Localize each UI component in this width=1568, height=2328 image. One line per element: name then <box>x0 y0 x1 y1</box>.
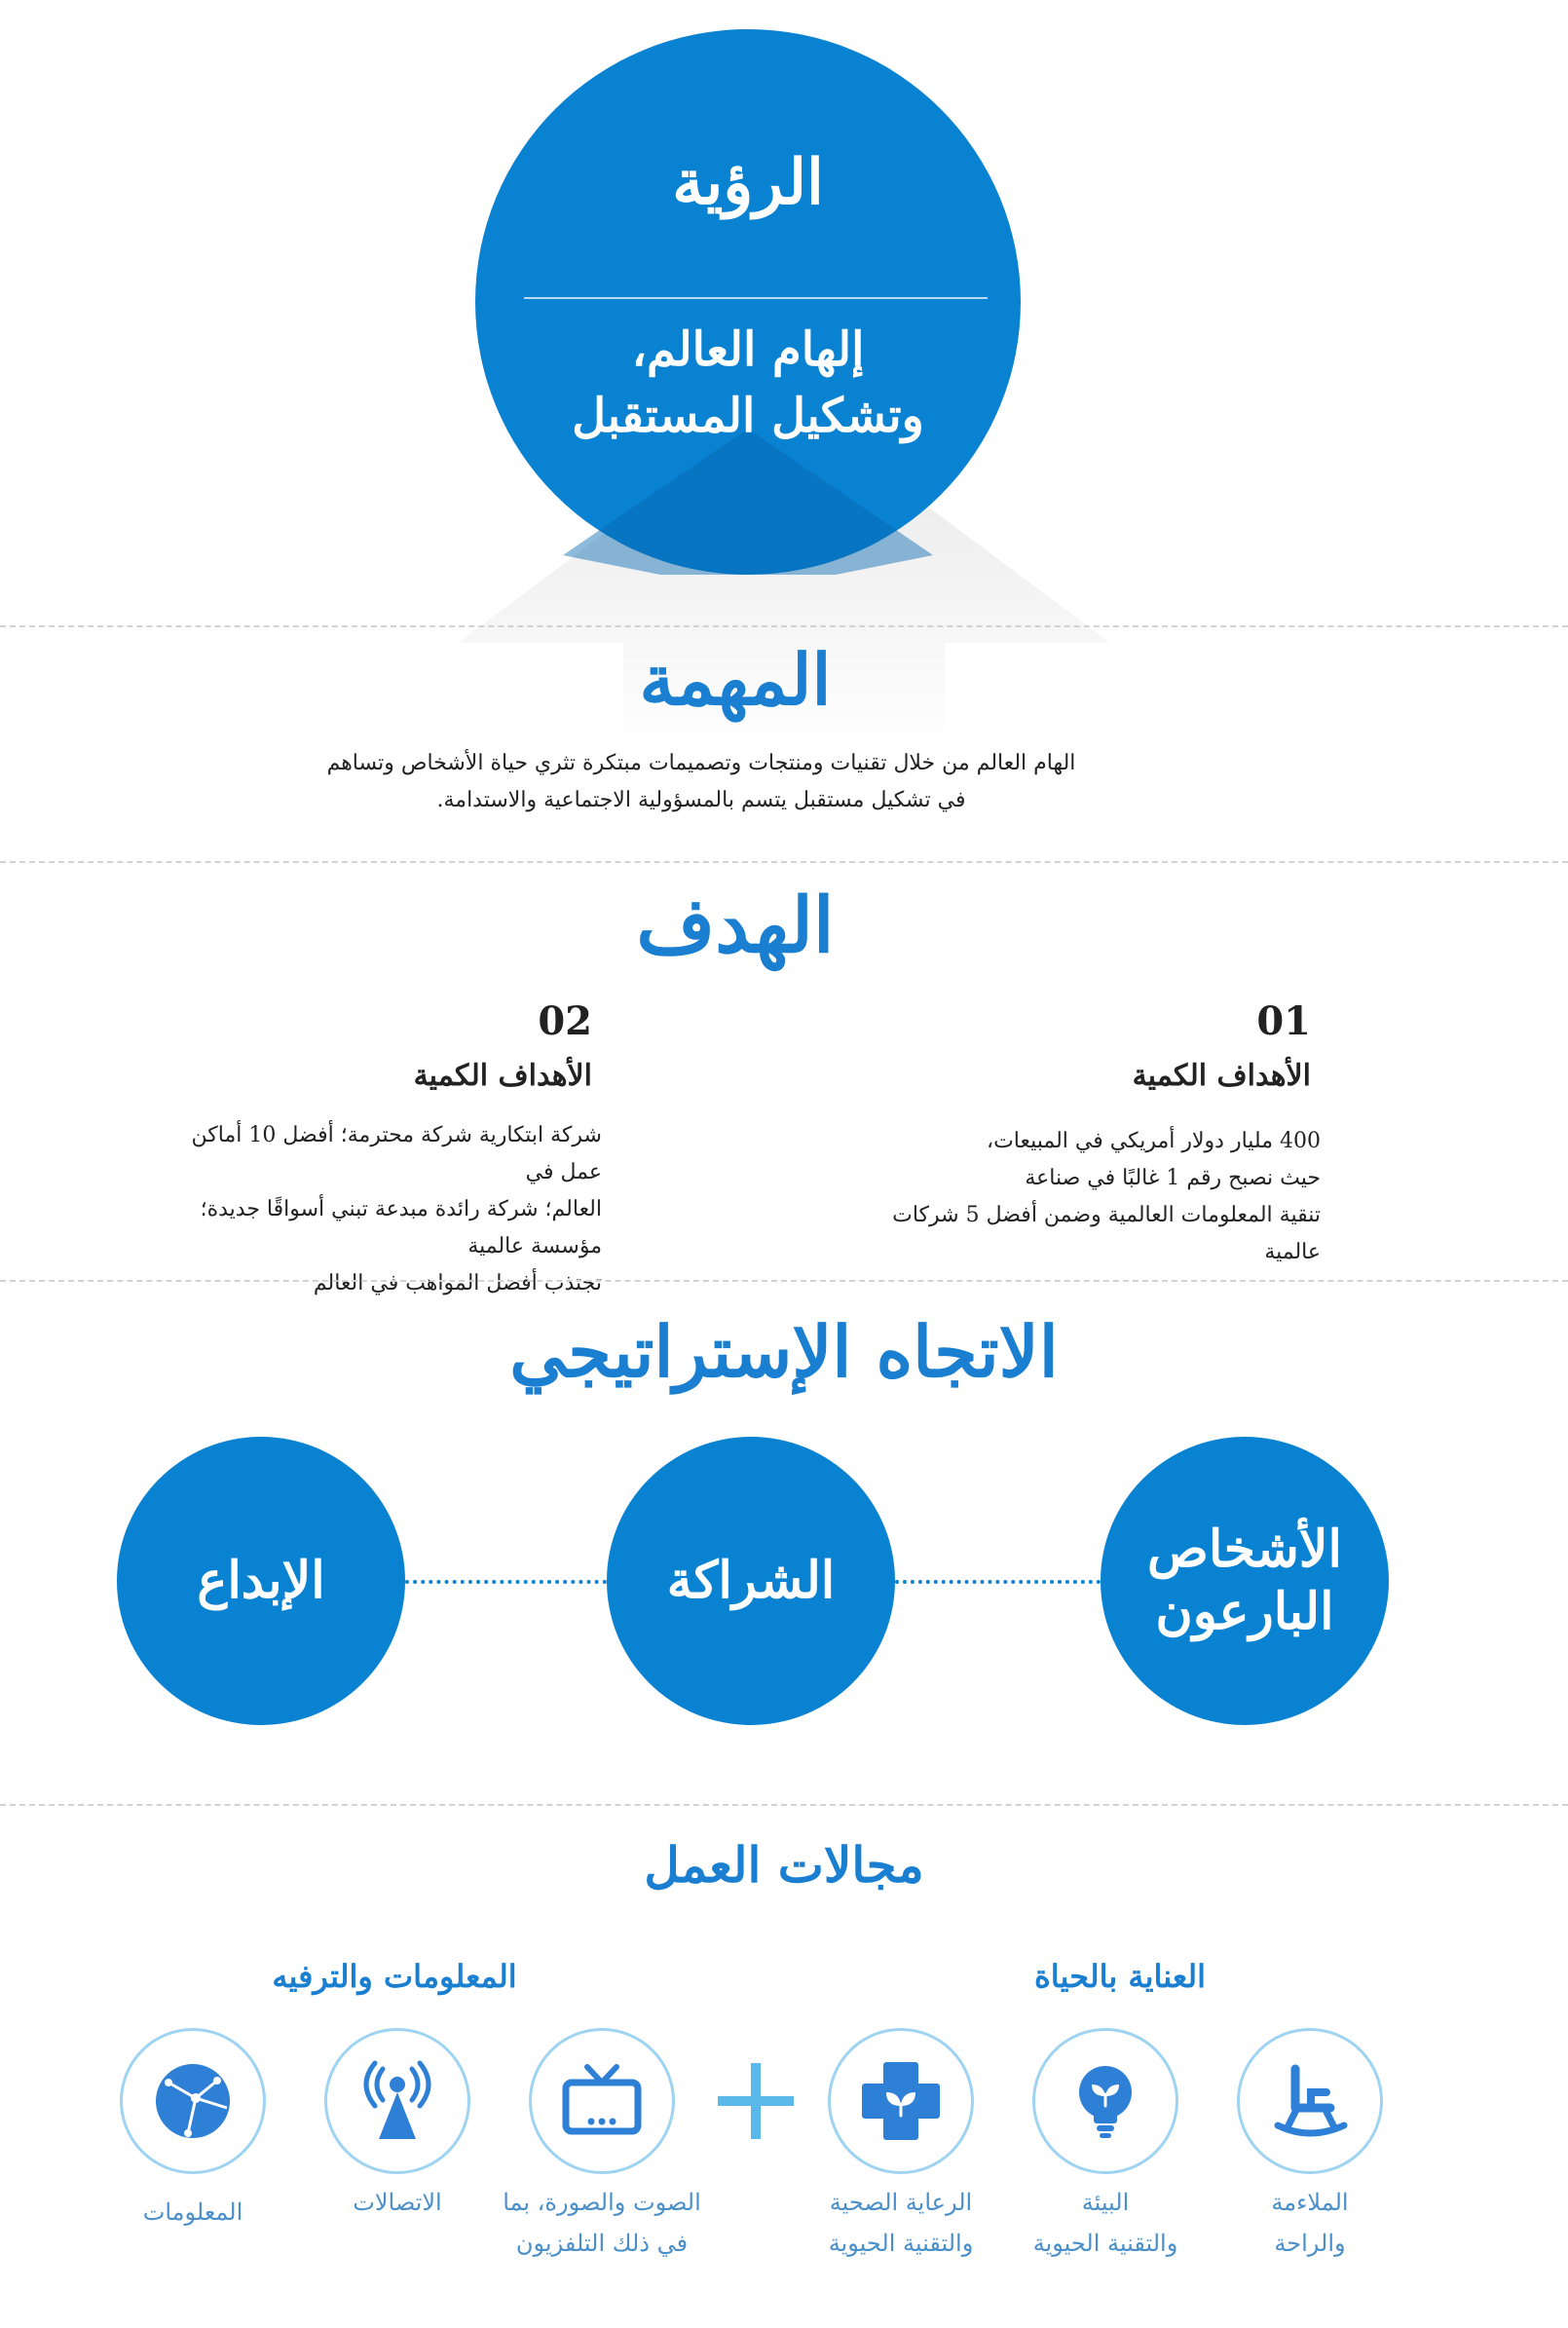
field-label <box>86 2192 300 2233</box>
strategy-label: الأشخاص <box>1147 1520 1342 1579</box>
plus-icon <box>718 2063 794 2139</box>
goal-line: شركة ابتكارية شركة محترمة؛ أفضل 10 أماكن عمل في <box>191 1123 602 1184</box>
strategy-label: الشراكة <box>666 1551 836 1610</box>
strategy-label: الإبداع <box>197 1551 325 1610</box>
lightbulb-leaf-icon <box>1062 2057 1149 2145</box>
mission-statement <box>321 745 1081 819</box>
antenna-icon <box>354 2057 441 2145</box>
field-label-line: والراحة <box>1274 2230 1346 2257</box>
strategy-title: الاتجاه الإستراتيجي <box>509 1310 1059 1393</box>
vision-arrow-overlay <box>475 29 1021 575</box>
field-item-healthcare <box>828 2028 974 2174</box>
field-label <box>1203 2182 1417 2264</box>
vision-divider-line <box>524 297 988 299</box>
field-item-environment <box>1032 2028 1178 2174</box>
mission-line-1: الهام العالم من خلال تقنيات ومنتجات وتصميمات مبتكرة تثري حياة الأشخاص وتساهم <box>326 751 1076 775</box>
medical-cross-leaf-icon <box>857 2057 945 2145</box>
section-divider <box>0 1804 1568 1806</box>
goal-title: الهدف <box>636 882 835 970</box>
field-label-line: الملاءمة <box>1271 2189 1349 2216</box>
section-divider <box>0 861 1568 863</box>
television-icon <box>558 2057 646 2145</box>
mission-title: المهمة <box>639 638 832 721</box>
field-label-line: الصوت والصورة، بما <box>503 2189 701 2216</box>
group-title-life-care: العناية بالحياة <box>1034 1958 1206 1995</box>
vision-line-2: وتشكيل المستقبل <box>572 389 924 443</box>
field-label <box>290 2182 504 2223</box>
mission-line-2: في تشكيل مستقبل يتسم بالمسؤولية الاجتماعية والاستدامة. <box>436 788 966 812</box>
fields-title: مجالات العمل <box>644 1836 924 1894</box>
goal-description <box>843 1123 1321 1271</box>
globe-network-icon <box>149 2057 237 2145</box>
goal-line: العالم؛ شركة رائدة مبدعة تبني أسواقًا جديدة؛ مؤسسة عالمية <box>200 1197 602 1258</box>
connector-dotted-line <box>405 1580 607 1584</box>
goal-line: تجتذب أفضل المواهب في العالم <box>313 1271 602 1295</box>
vision-line-1: إلهام العالم، <box>631 322 865 377</box>
field-item-audio-video <box>529 2028 675 2174</box>
field-label-line: البيئة <box>1081 2189 1130 2216</box>
field-item-telecom <box>324 2028 470 2174</box>
section-divider <box>0 1280 1568 1282</box>
vision-title: الرؤية <box>672 146 824 219</box>
field-label-line: الاتصالات <box>353 2189 442 2216</box>
field-label <box>998 2182 1213 2264</box>
goal-description <box>154 1117 602 1302</box>
strategy-circle-people <box>1101 1437 1389 1725</box>
section-divider <box>0 625 1568 627</box>
vision-statement <box>475 317 1021 449</box>
goal-line: 400 مليار دولار أمريكي في المبيعات، <box>986 1129 1321 1153</box>
connector-dotted-line <box>895 1580 1101 1584</box>
goal-number: 01 <box>1256 998 1311 1044</box>
field-label-line: في ذلك التلفزيون <box>515 2230 689 2257</box>
strategy-label: البارعون <box>1155 1582 1334 1641</box>
field-item-comfort <box>1237 2028 1383 2174</box>
field-label-line: المعلومات <box>142 2198 243 2226</box>
goal-line: تنقية المعلومات العالمية وضمن أفضل 5 شركات عالمية <box>892 1203 1321 1264</box>
goal-heading: الأهداف الكمية <box>413 1059 592 1093</box>
field-label <box>495 2182 709 2264</box>
goal-number: 02 <box>538 998 592 1044</box>
goal-heading: الأهداف الكمية <box>1132 1059 1311 1093</box>
field-label-line: الرعاية الصحية <box>829 2189 973 2216</box>
field-label-line: والتقنية الحيوية <box>1032 2230 1178 2257</box>
strategy-circle-partnership <box>607 1437 895 1725</box>
strategy-circle-creativity <box>117 1437 405 1725</box>
goal-line: حيث نصبح رقم 1 غالبًا في صناعة <box>1025 1166 1321 1190</box>
vision-circle <box>475 29 1021 575</box>
group-title-info-entertainment: المعلومات والترفيه <box>272 1958 517 1995</box>
field-label <box>794 2182 1008 2264</box>
field-item-information <box>120 2028 266 2174</box>
field-label-line: والتقنية الحيوية <box>828 2230 974 2257</box>
rocking-chair-icon <box>1266 2057 1354 2145</box>
